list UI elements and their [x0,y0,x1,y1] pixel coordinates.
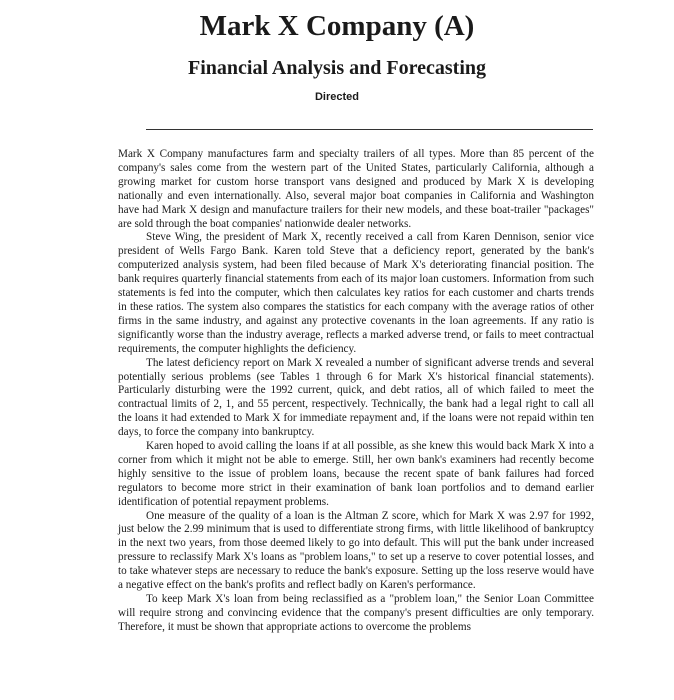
paragraph-4: Karen hoped to avoid calling the loans if at all possible, as she knew this would back Mark X into a corner from which it might not be able to emerge. Still, her own bank's examiners had recently become highly sensitive to the issue of problem loans, because the recent spate of bank failures had forced regulators to become more strict in their examination of bank loan portfolios and to demand earlier identification of potential repayment problems. [118,440,594,508]
paragraph-5: One measure of the quality of a loan is the Altman Z score, which for Mark X was 2.97 for 1992, just below the 2.99 minimum that is used to differentiate strong firms, with little likelihood of bankruptcy in the next two years, from those deemed likely to go into default. This will put the bank under increased pressure to reclassify Mark X's loans as "problem loans," to set up a reserve to cover potential losses, and to take whatever steps are necessary to reduce the bank's exposure. Setting up the loss reserve would have a negative effect on the bank's profits and reflect badly on Karen's performance. [118,509,594,592]
paragraph-2: Steve Wing, the president of Mark X, recently received a call from Karen Dennison, senior vice president of Wells Fargo Bank. Karen told Steve that a deficiency report, generated by the bank's computerized analysis system, had been filed because of Mark X's deteriorating financial position. The bank requires quarterly financial statements from each of its major loan customers. Information from such statements is fed into the computer, which then calculates key ratios for each customer and charts trends in these ratios. The system also compares the statistics for each company with the average ratios of other firms in the same industry, and against any protective covenants in the loan agreements. If any ratio is significantly worse than the industry average, reflects a marked adverse trend, or fails to meet contractual requirements, the computer highlights the deficiency. [118,231,594,355]
paragraph-6: To keep Mark X's loan from being reclassified as a "problem loan," the Senior Loan Committee will require strong and convincing evidence that the company's present difficulties are only temporary. Therefore, it must be shown that appropriate actions to overcome the problems [118,593,594,633]
case-type-label: Directed [314,91,360,103]
title-divider [146,129,593,130]
document-body [118,148,594,635]
document-title: Mark X Company (A) [199,10,475,42]
paragraph-3: The latest deficiency report on Mark X revealed a number of significant adverse trends and several potentially serious problems (see Tables 1 through 6 for Mark X's historical financial statements). Particularly disturbing were the 1992 current, quick, and debt ratios, all of which failed to meet the contractual limits of 2, 1, and 55 percent, respectively. Technically, the bank had a legal right to call all the loans it had extended to Mark X for immediate repayment and, if the loans were not repaid within ten days, to force the company into bankruptcy. [118,356,594,439]
paragraph-1: Mark X Company manufactures farm and specialty trailers of all types. More than 85 percent of the company's sales come from the western part of the United States, particularly California, although a growing market for custom horse transport vans designed and produced by Mark X is developing nationally and even internationally. Also, several major boat companies in California and Washington have had Mark X design and manufacture trailers for their new models, and these boat-trailer "packages" are sold through the boat companies' nationwide dealer networks. [118,148,594,230]
document-subtitle: Financial Analysis and Forecasting [187,57,486,79]
